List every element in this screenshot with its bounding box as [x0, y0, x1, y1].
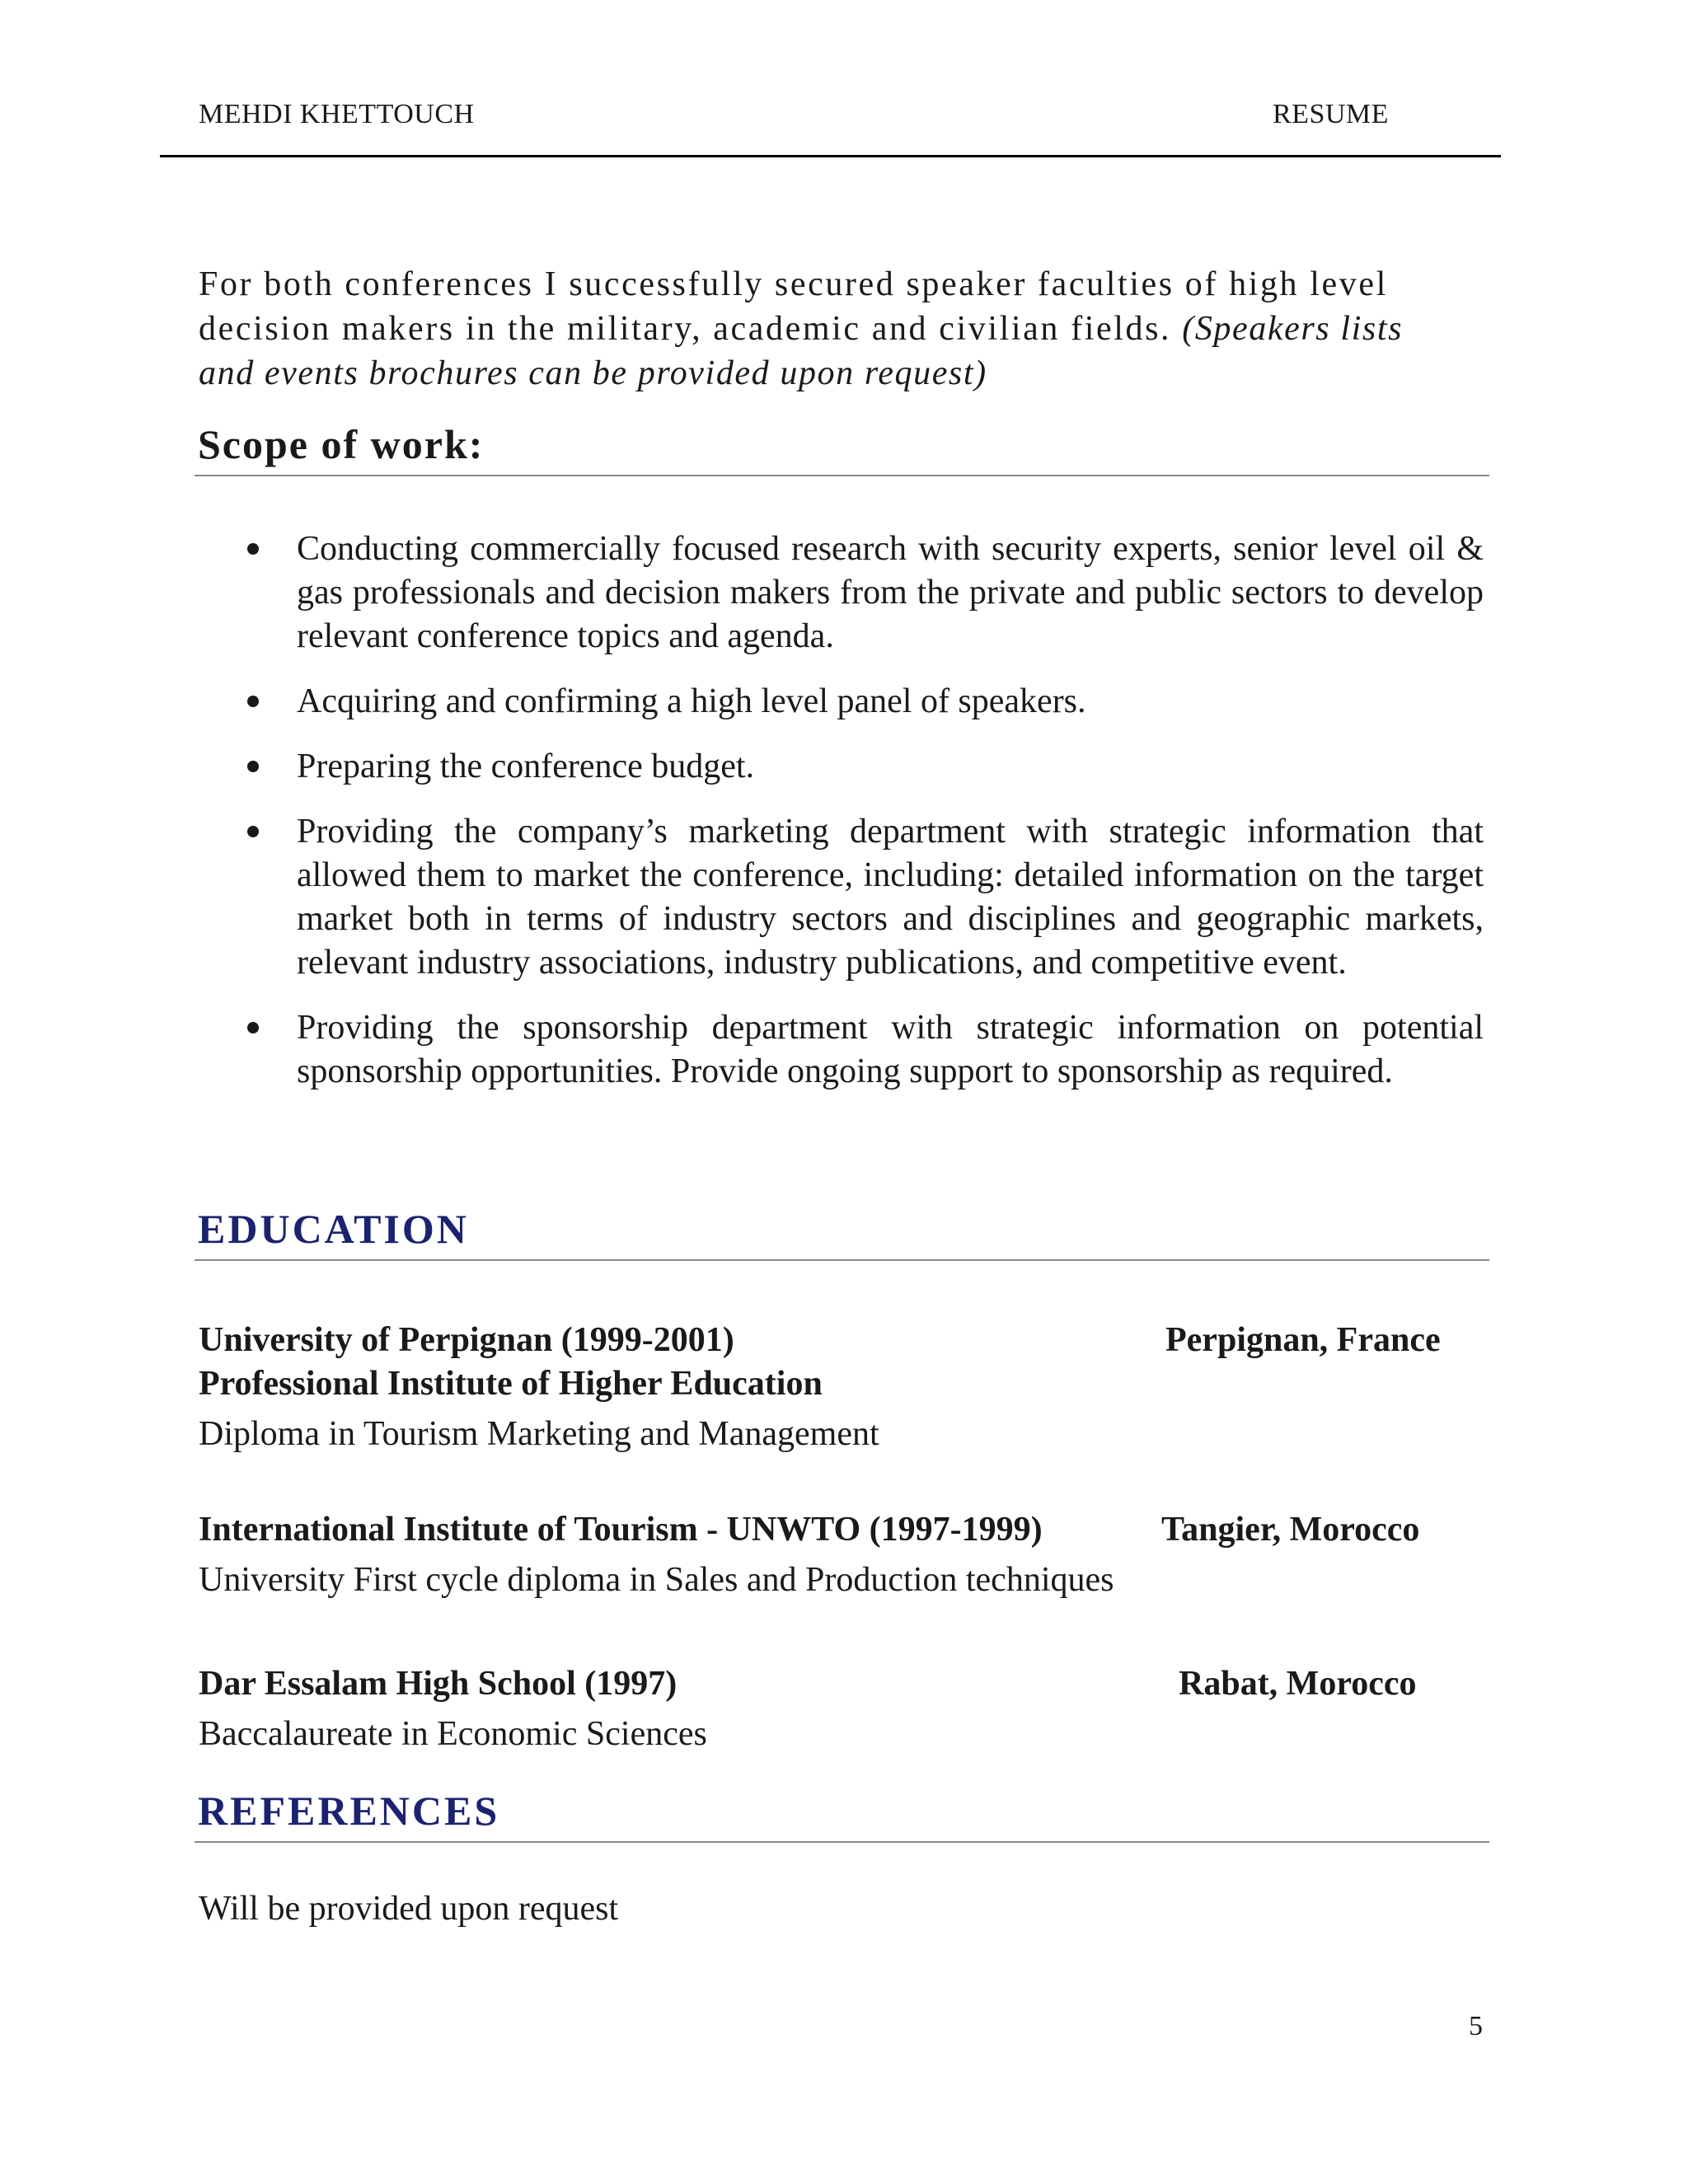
bullet-icon: [247, 761, 259, 772]
bullet-icon: [247, 826, 259, 837]
edu-1-description: Diploma in Tourism Marketing and Management: [199, 1415, 879, 1453]
edu-1-subtitle: Professional Institute of Higher Education: [199, 1365, 823, 1403]
intro-line-2-italic: (Speakers lists: [1182, 310, 1404, 348]
scope-item: [239, 527, 1484, 658]
scope-item-text: Providing the sponsorship department with strategic information on potential sponsorship opportunities. Provide ongoing support to sponsorship as required.: [297, 1009, 1484, 1090]
edu-1-title: University of Perpignan (1999-2001): [199, 1321, 734, 1359]
intro-paragraph: [199, 262, 1493, 396]
references-text: Will be provided upon request: [199, 1890, 619, 1928]
bullet-icon: [247, 696, 259, 707]
header-name: MEHDI KHETTOUCH: [199, 99, 475, 129]
references-rule: [195, 1841, 1489, 1843]
scope-item-text: Acquiring and confirming a high level panel of speakers.: [297, 682, 1086, 720]
edu-3-location: Rabat, Morocco: [1179, 1665, 1417, 1703]
intro-line-3: [199, 351, 1493, 396]
bullet-icon: [247, 543, 259, 555]
intro-line-2: [199, 307, 1493, 351]
scope-item: [239, 1006, 1484, 1094]
education-rule: [195, 1259, 1489, 1261]
scope-item-text: Preparing the conference budget.: [297, 748, 755, 785]
scope-item: [239, 745, 1484, 789]
header-rule: [160, 155, 1501, 157]
scope-item-text: Conducting commercially focused research with security experts, senior level oil & gas professionals and decision makers from the private and public sectors to develop relevant conference topics and agenda.: [297, 530, 1484, 655]
scope-rule: [195, 475, 1489, 476]
edu-2-location: Tangier, Morocco: [1161, 1511, 1420, 1549]
intro-line-1: For both conferences I successfully secured speaker faculties of high level: [199, 265, 1388, 303]
scope-heading: Scope of work:: [198, 421, 485, 467]
page-number: 5: [1469, 2011, 1483, 2041]
scope-list: [239, 527, 1484, 1115]
references-heading: REFERENCES: [198, 1788, 500, 1834]
header-doc-type: RESUME: [1273, 99, 1389, 129]
bullet-icon: [247, 1022, 259, 1033]
intro-line-3-italic: and events brochures can be provided upon request): [199, 354, 987, 392]
scope-item: [239, 810, 1484, 985]
edu-1-location: Perpignan, France: [1165, 1321, 1441, 1359]
education-heading: EDUCATION: [198, 1206, 469, 1252]
edu-2-title: International Institute of Tourism - UNWTO (1997-1999): [199, 1511, 1043, 1549]
scope-item-text: Providing the company’s marketing department with strategic information that allowed them to market the conference, including: detailed information on the target market both in terms of industry sectors and disciplines and geographic markets, relevant industry associations, industry publications, and competitive event.: [297, 813, 1484, 982]
edu-2-description: University First cycle diploma in Sales and Production techniques: [199, 1561, 1114, 1599]
edu-3-title: Dar Essalam High School (1997): [199, 1665, 678, 1703]
intro-line-2-text: decision makers in the military, academic and civilian fields.: [199, 310, 1183, 348]
scope-item: [239, 680, 1484, 724]
edu-3-description: Baccalaureate in Economic Sciences: [199, 1715, 707, 1753]
